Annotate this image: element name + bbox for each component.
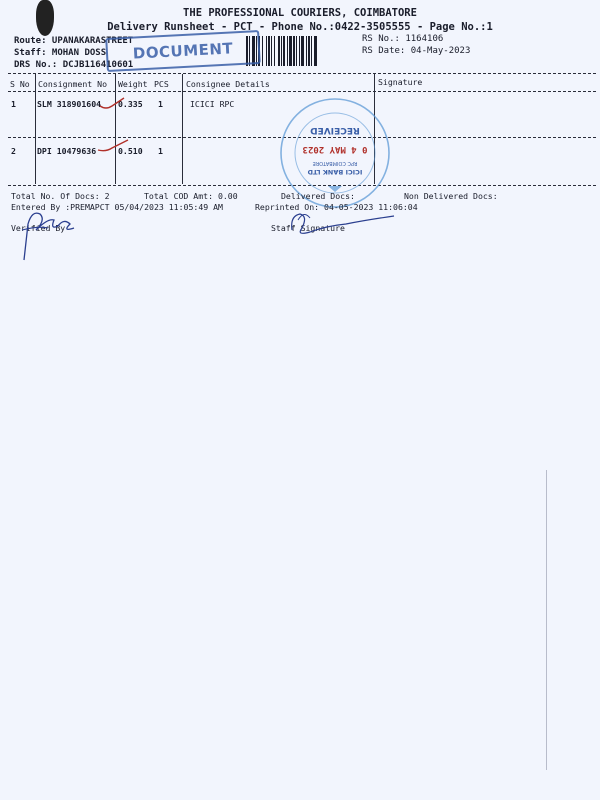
reprinted-on: Reprinted On: 04-05-2023 11:06:04: [255, 202, 418, 212]
row1-pcs: 1: [158, 99, 163, 109]
drs-number: DRS No.: DCJB116410601: [14, 60, 134, 70]
stamp-date-text: 0 4 MAY 2023: [302, 144, 368, 154]
total-cod: Total COD Amt: 0.00: [144, 191, 238, 201]
col-divider: [115, 74, 116, 184]
stamp-status-text: RECEIVED: [310, 125, 360, 135]
delivered-docs: Delivered Docs:: [281, 191, 355, 201]
scan-edge-line: [546, 470, 547, 770]
staff-signature-label: Staff Signature: [271, 223, 345, 233]
col-header-consignee: Consignee Details: [186, 79, 270, 89]
stamp-bank-text: ICICI BANK LTD: [307, 168, 363, 176]
route-label: Route: UPANAKARASTREET: [14, 36, 134, 46]
row2-weight: 0.510: [118, 146, 143, 156]
row1-sno: 1: [11, 99, 16, 109]
barcode-bar: [317, 36, 318, 66]
staff-signature: [286, 206, 406, 240]
row1-consignment: SLM 318901604: [37, 99, 102, 109]
row1-weight: 0.335: [118, 99, 143, 109]
table-header-rule: [8, 91, 596, 92]
row2-sno: 2: [11, 146, 16, 156]
stamp-dept-text: RPC COIMBATORE: [312, 160, 358, 166]
col-divider: [182, 74, 183, 184]
entered-by: Entered By :PREMAPCT 05/04/2023 11:05:49 AM: [11, 202, 223, 212]
col-divider: [35, 74, 36, 184]
col-header-pcs: PCS: [154, 79, 169, 89]
tick-mark: [98, 94, 148, 114]
col-header-consignment: Consignment No: [38, 79, 108, 89]
col-header-weight: Weight: [118, 79, 148, 89]
table-top-rule: [8, 73, 596, 74]
col-header-sno: S No: [10, 79, 30, 89]
runsheet-subtitle: Delivery Runsheet - PCT - Phone No.:0422-3505555 - Page No.:1: [107, 21, 493, 33]
document-delivery-stamp: DOCUMENT: [105, 30, 261, 72]
col-header-signature: Signature: [378, 77, 423, 87]
verified-signature: [18, 200, 88, 262]
total-docs: Total No. Of Docs: 2: [11, 191, 110, 201]
row2-pcs: 1: [158, 146, 163, 156]
row1-consignee: ICICI RPC: [190, 99, 235, 109]
staff-label: Staff: MOHAN DOSS: [14, 48, 107, 58]
rs-number: RS No.: 1164106: [362, 34, 444, 44]
company-title: THE PROFESSIONAL COURIERS, COIMBATORE: [183, 7, 417, 19]
barcode: [246, 36, 354, 66]
verified-by-label: Verified By: [11, 223, 66, 233]
rs-date: RS Date: 04-May-2023: [362, 46, 471, 56]
row2-consignment: DPI 10479636: [37, 146, 97, 156]
tick-mark: [96, 138, 146, 158]
non-delivered-docs: Non Delivered Docs:: [404, 191, 498, 201]
